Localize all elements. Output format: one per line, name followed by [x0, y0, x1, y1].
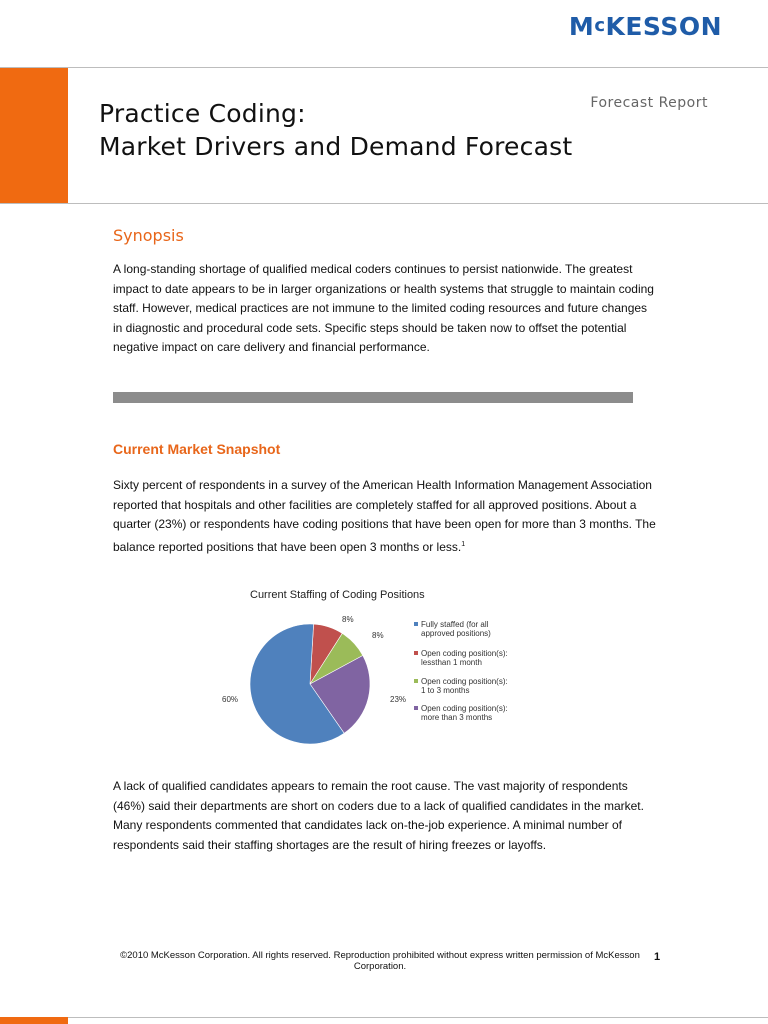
footer-copyright: ©2010 McKesson Corporation. All rights reserved. Reproduction prohibited without express written permission of McKesson Corporation. — [120, 950, 640, 972]
legend-swatch-2 — [414, 651, 418, 655]
pie-label-1: 60% — [222, 695, 239, 704]
title-line-1: Practice Coding: — [99, 99, 306, 128]
synopsis-paragraph: A long-standing shortage of qualified medical coders continues to persist nationwide. The greatest impact to date appears to be in larger organizations or health systems that struggle to maintain coding staff. However, medical practices are not immune to the limited coding resources and future changes in diagnostic and procedural code sets. Specific steps should be taken now to offset the potential negative impact on care delivery and financial performance. — [113, 262, 654, 354]
title-divider — [0, 203, 768, 204]
snapshot-paragraph — [113, 476, 658, 557]
legend-swatch-1 — [414, 622, 418, 626]
legend-label-1-line-1: Fully staffed (for all — [421, 620, 489, 629]
legend-swatch-3 — [414, 679, 418, 683]
section-divider-bar — [113, 392, 633, 403]
legend-label-3-line-2: 1 to 3 months — [421, 686, 470, 695]
snapshot-text: Sixty percent of respondents in a survey of the American Health Information Management Association reported that hospitals and other facilities are completely staffed for all approved positions. About a quarter (23%) or respondents have coding positions that have been open for more than 3 months. The balance reported positions that have been open 3 months or less. — [113, 478, 656, 554]
chart-title: Current Staffing of Coding Positions — [250, 589, 425, 601]
footer-divider — [0, 1017, 768, 1018]
legend-label-1-line-2: approved positions) — [421, 629, 491, 638]
after-chart-paragraph: A lack of qualified candidates appears to remain the root cause. The vast majority of respondents (46%) said their departments are short on coders due to a lack of qualified candidates in the market. Many respondents commented that candidates lack on-the-job experience. A minimal number of respondents said their staffing shortages are the result of hiring freezes or layoffs. — [113, 779, 644, 852]
mckesson-logo: McKESSON — [568, 12, 722, 41]
pie-label-2: 8% — [342, 615, 354, 624]
synopsis-heading: Synopsis — [113, 226, 184, 245]
title-line-2: Market Drivers and Demand Forecast — [99, 132, 573, 161]
pie-label-3: 8% — [372, 631, 384, 640]
legend-label-4-line-1: Open coding position(s): — [421, 704, 508, 713]
legend-label-2-line-1: Open coding position(s): — [421, 649, 508, 658]
orange-footer-accent — [0, 1017, 68, 1024]
legend-label-4-line-2: more than 3 months — [421, 713, 493, 722]
pie-label-4: 23% — [390, 695, 407, 704]
page-title — [99, 97, 572, 163]
legend-label-3-line-1: Open coding position(s): — [421, 677, 508, 686]
staffing-pie-chart — [200, 580, 560, 750]
orange-accent-block — [0, 68, 68, 204]
report-type-label: Forecast Report — [590, 95, 708, 111]
footnote-marker: 1 — [461, 540, 466, 548]
header-divider — [0, 67, 768, 68]
legend-swatch-4 — [414, 706, 418, 710]
page-number: 1 — [654, 951, 661, 963]
snapshot-heading: Current Market Snapshot — [113, 441, 281, 457]
legend-label-2-line-2: lessthan 1 month — [421, 658, 482, 667]
